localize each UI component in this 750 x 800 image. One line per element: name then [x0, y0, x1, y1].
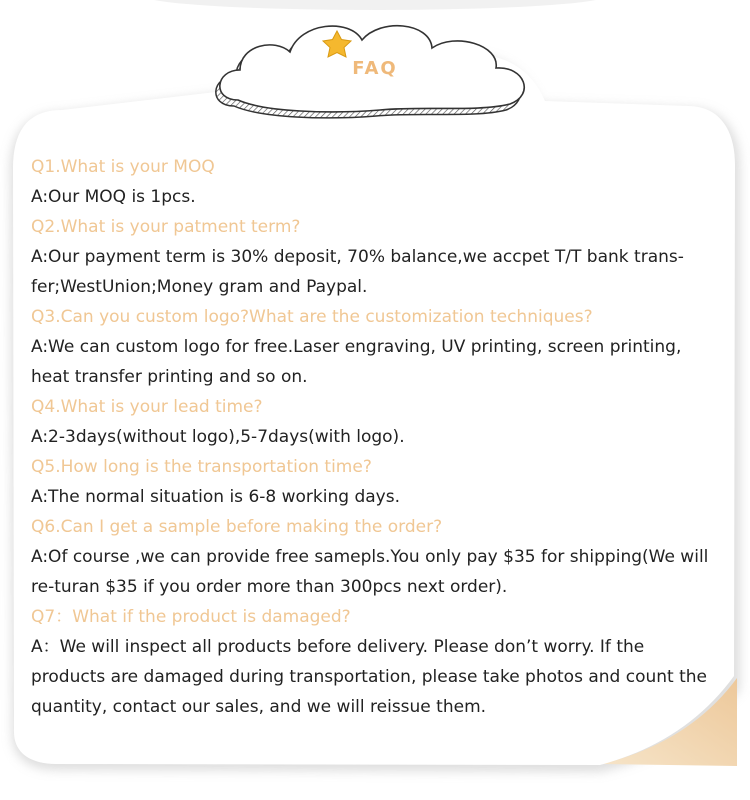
- faq-item: [31, 152, 716, 212]
- faq-answer: A:Of course ,we can provide free samepls.You only pay $35 for shipping(We will re-turan $35 if you order more than 300pcs next order).: [31, 547, 709, 597]
- faq-item: [31, 512, 716, 602]
- faq-list: [31, 152, 716, 722]
- faq-item: [31, 392, 716, 452]
- faq-question: Q6.Can I get a sample before making the order?: [31, 517, 443, 537]
- faq-item: [31, 212, 716, 302]
- faq-question: Q4.What is your lead time?: [31, 397, 263, 417]
- faq-answer: A:Our payment term is 30% deposit, 70% balance,we accpet T/T bank trans-fer;WestUnion;Money gram and Paypal.: [31, 247, 684, 297]
- faq-item: [31, 602, 716, 722]
- faq-answer: A：We will inspect all products before delivery. Please don’t worry. If the products are damaged during transportation, please take photos and count the quantity, contact our sales, and we will reissue them.: [31, 637, 707, 717]
- faq-answer: A:The normal situation is 6-8 working days.: [31, 487, 400, 507]
- faq-question: Q7：What if the product is damaged?: [31, 607, 351, 627]
- faq-question: Q3.Can you custom logo?What are the customization techniques?: [31, 307, 593, 327]
- faq-question: Q1.What is your MOQ: [31, 157, 215, 177]
- faq-item: [31, 452, 716, 512]
- faq-answer: A:Our MOQ is 1pcs.: [31, 187, 196, 207]
- faq-question: Q2.What is your patment term?: [31, 217, 301, 237]
- faq-item: [31, 302, 716, 392]
- faq-answer: A:We can custom logo for free.Laser engraving, UV printing, screen printing, heat transfer printing and so on.: [31, 337, 682, 387]
- faq-question: Q5.How long is the transportation time?: [31, 457, 372, 477]
- faq-title: FAQ: [352, 58, 398, 79]
- faq-answer: A:2-3days(without logo),5-7days(with logo).: [31, 427, 405, 447]
